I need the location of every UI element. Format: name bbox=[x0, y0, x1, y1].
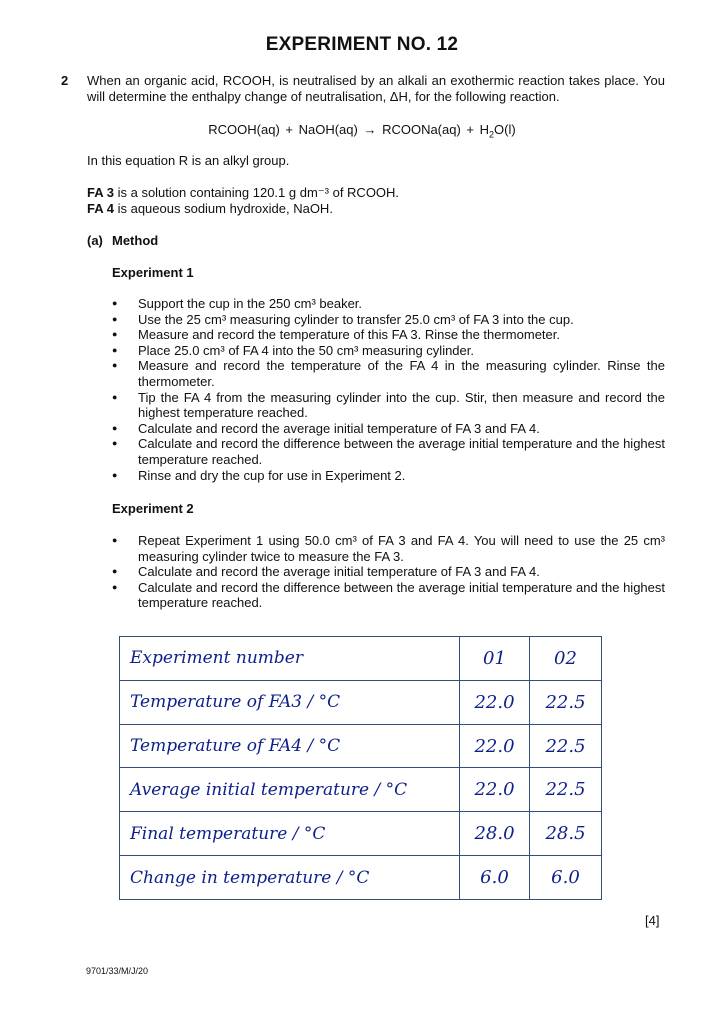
fa4-label: FA 4 bbox=[87, 201, 114, 216]
experiment2-value: 6.0 bbox=[530, 856, 602, 900]
list-item: ● Support the cup in the 250 cm³ beaker. bbox=[112, 296, 665, 312]
intro-paragraph: When an organic acid, RCOOH, is neutralised by an alkali an exothermic reaction takes place. You will determine the enthalpy change of neutralisation, ΔH, for the following reaction. bbox=[87, 73, 665, 104]
experiment2-value: 22.5 bbox=[530, 768, 602, 812]
table-row bbox=[120, 637, 602, 681]
table-row bbox=[120, 724, 602, 768]
experiment2-value: 02 bbox=[530, 637, 602, 681]
row-label: Experiment number bbox=[120, 637, 460, 681]
list-item: ● Measure and record the temperature of this FA 3. Rinse the thermometer. bbox=[112, 327, 665, 343]
equation-left: RCOOH(aq) + NaOH(aq) → RCOONa(aq) + H bbox=[208, 122, 490, 137]
fa4-text: is aqueous sodium hydroxide, NaOH. bbox=[113, 201, 333, 216]
list-item: ● Rinse and dry the cup for use in Experiment 2. bbox=[112, 468, 665, 484]
experiment2-steps bbox=[112, 533, 665, 611]
row-label: Temperature of FA3 / °C bbox=[120, 680, 460, 724]
list-item: ● Measure and record the temperature of the FA 4 in the measuring cylinder. Rinse the thermometer. bbox=[112, 358, 665, 389]
row-label: Change in temperature / °C bbox=[120, 856, 460, 900]
experiment2-heading: Experiment 2 bbox=[112, 501, 194, 516]
marks-allocation: [4] bbox=[645, 913, 660, 928]
footer-code: 9701/33/M/J/20 bbox=[86, 966, 149, 976]
list-item: ● Calculate and record the average initial temperature of FA 3 and FA 4. bbox=[112, 564, 665, 580]
results-table bbox=[119, 636, 602, 900]
table-row bbox=[120, 680, 602, 724]
fa3-description bbox=[87, 185, 665, 201]
list-item: ● Calculate and record the average initial temperature of FA 3 and FA 4. bbox=[112, 421, 665, 437]
list-item: ● Calculate and record the difference between the average initial temperature and the highest temperature reached. bbox=[112, 436, 665, 467]
experiment2-value: 22.5 bbox=[530, 724, 602, 768]
equation-right: O(l) bbox=[494, 122, 516, 137]
page-title: EXPERIMENT NO. 12 bbox=[265, 34, 459, 55]
table-row bbox=[120, 856, 602, 900]
list-item: ● Tip the FA 4 from the measuring cylinder into the cup. Stir, then measure and record the highest temperature reached. bbox=[112, 390, 665, 421]
fa3-text: is a solution containing 120.1 g dm⁻³ of RCOOH. bbox=[113, 185, 400, 200]
experiment1-value: 6.0 bbox=[460, 856, 530, 900]
experiment2-value: 22.5 bbox=[530, 680, 602, 724]
row-label: Temperature of FA4 / °C bbox=[120, 724, 460, 768]
table-row bbox=[120, 812, 602, 856]
list-item: ● Place 25.0 cm³ of FA 4 into the 50 cm³ measuring cylinder. bbox=[112, 343, 665, 359]
row-label: Final temperature / °C bbox=[120, 812, 460, 856]
list-item: ● Calculate and record the difference between the average initial temperature and the highest temperature reached. bbox=[112, 580, 665, 611]
experiment1-value: 28.0 bbox=[460, 812, 530, 856]
row-label: Average initial temperature / °C bbox=[120, 768, 460, 812]
experiment1-value: 22.0 bbox=[460, 680, 530, 724]
experiment1-value: 22.0 bbox=[460, 768, 530, 812]
reaction-equation bbox=[0, 122, 724, 140]
experiment1-value: 01 bbox=[460, 637, 530, 681]
method-heading: Method bbox=[112, 233, 159, 248]
table-row bbox=[120, 768, 602, 812]
fa4-description bbox=[87, 201, 665, 217]
list-item: ● Repeat Experiment 1 using 50.0 cm³ of FA 3 and FA 4. You will need to use the 25 cm³ measuring cylinder twice to measure the FA 3. bbox=[112, 533, 665, 564]
list-item: ● Use the 25 cm³ measuring cylinder to transfer 25.0 cm³ of FA 3 into the cup. bbox=[112, 312, 665, 328]
experiment1-steps bbox=[112, 296, 665, 483]
experiment1-value: 22.0 bbox=[460, 724, 530, 768]
equation-subscript: 2 bbox=[489, 129, 495, 140]
part-a-label: (a) bbox=[87, 233, 103, 248]
question-number: 2 bbox=[61, 73, 69, 88]
experiment1-heading: Experiment 1 bbox=[112, 265, 194, 280]
alkyl-note: In this equation R is an alkyl group. bbox=[87, 153, 290, 168]
fa3-label: FA 3 bbox=[87, 185, 114, 200]
experiment2-value: 28.5 bbox=[530, 812, 602, 856]
